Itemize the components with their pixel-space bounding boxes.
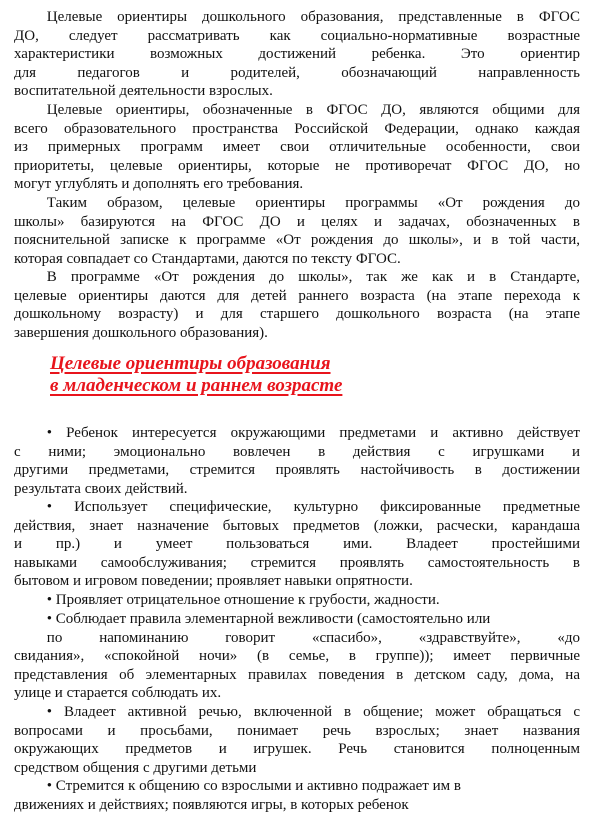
text-line: целевые ориентиры даются для детей раннего возраста (на этапе перехода к <box>14 287 580 304</box>
text-line: средством общения с другими детьми <box>14 759 257 776</box>
heading-line: в младенческом и раннем возрасте <box>50 375 343 396</box>
bullet-item-3 <box>14 591 580 610</box>
text-line: могут углублять и дополнять его требования. <box>14 176 304 193</box>
text-line: улице и старается соблюдать их. <box>14 685 222 702</box>
text-line: • Использует специфические, культурно фиксированные предметные <box>46 499 580 515</box>
text-line: окружающих предметов и игрушек. Речь становится полноценным <box>14 741 580 758</box>
paragraph-3 <box>14 194 580 268</box>
text-line: свидания», «спокойной ночи» (в семье, в группе)); имеет первичные <box>14 648 580 665</box>
text-line: по напоминанию говорит «спасибо», «здравствуйте», «до <box>46 629 580 646</box>
text-line: и пр.) и умеет пользоваться ими. Владеет простейшими <box>14 536 580 553</box>
text-line: из примерных программ имеет свои отличительные особенности, свои <box>14 139 580 156</box>
paragraph-1 <box>14 8 580 101</box>
text-line: представления об элементарных правилах поведения в детском саду, дома, на <box>14 666 580 683</box>
text-line: бытовом и игровом поведении; проявляет навыки опрятности. <box>14 573 413 590</box>
text-line: В программе «От рождения до школы», так же как и в Стандарте, <box>46 269 580 285</box>
text-line: школы» базируются на ФГОС ДО и целях и задачах, обозначенных в <box>14 213 580 230</box>
bullet-item-6 <box>14 777 580 814</box>
paragraph-2 <box>14 101 580 194</box>
text-line: воспитательной деятельности взрослых. <box>14 83 273 100</box>
bullet-item-2 <box>14 498 580 591</box>
text-line: вопросами и просьбами, понимает речь взрослых; знает названия <box>14 722 580 739</box>
paragraph-4 <box>14 268 580 342</box>
text-line: • Ребенок интересуется окружающими предметами и активно действует <box>46 425 580 441</box>
text-line: навыками самообслуживания; стремится проявлять самостоятельность в <box>14 554 580 571</box>
text-line: дошкольному возрасту) и для старшего дошкольного возраста (на этапе <box>14 306 580 323</box>
bullet-item-5 <box>14 703 580 777</box>
text-line: пояснительной записке к программе «От рождения до школы», и в той части, <box>14 232 580 249</box>
text-line: • Соблюдает правила элементарной вежливости (самостоятельно или <box>46 611 491 627</box>
text-line: • Проявляет отрицательное отношение к грубости, жадности. <box>46 592 440 608</box>
text-line: Целевые ориентиры, обозначенные в ФГОС ДО, являются общими для <box>46 102 580 118</box>
bullet-item-1 <box>14 424 580 498</box>
text-line: • Стремится к общению со взрослыми и активно подражает им в <box>46 778 461 794</box>
text-line: с ними; эмоционально вовлечен в действия с игрушками и <box>14 443 580 460</box>
section-heading <box>50 353 570 397</box>
text-line: характеристики возможных достижений ребенка. Это ориентир <box>14 46 580 63</box>
text-line: приоритеты, целевые ориентиры, которые не противоречат ФГОС ДО, но <box>14 157 580 174</box>
text-line: всего образовательного пространства Российской Федерации, однако каждая <box>14 120 580 137</box>
text-line: движениях и действиях; появляются игры, в которых ребенок <box>14 796 409 813</box>
text-line: для педагогов и родителей, обозначающий направленность <box>14 64 580 81</box>
text-line: результата своих действий. <box>14 480 188 497</box>
text-line: Целевые ориентиры дошкольного образования, представленные в ФГОС <box>46 9 580 25</box>
text-line: ДО, следует рассматривать как социально-нормативные возрастные <box>14 27 580 44</box>
bullet-item-4 <box>14 610 580 703</box>
text-line: завершения дошкольного образования). <box>14 324 268 341</box>
text-line: • Владеет активной речью, включенной в общение; может обращаться с <box>46 704 580 720</box>
text-line: действия, знает назначение бытовых предметов (ложки, расчески, карандаша <box>14 517 580 534</box>
text-line: другими предметами, стремится проявлять настойчивость в достижении <box>14 462 580 479</box>
text-line: Таким образом, целевые ориентиры программы «От рождения до <box>46 195 580 211</box>
text-line: которая совпадает со Стандартами, даются по тексту ФГОС. <box>14 250 401 267</box>
heading-line: Целевые ориентиры образования <box>50 353 331 374</box>
